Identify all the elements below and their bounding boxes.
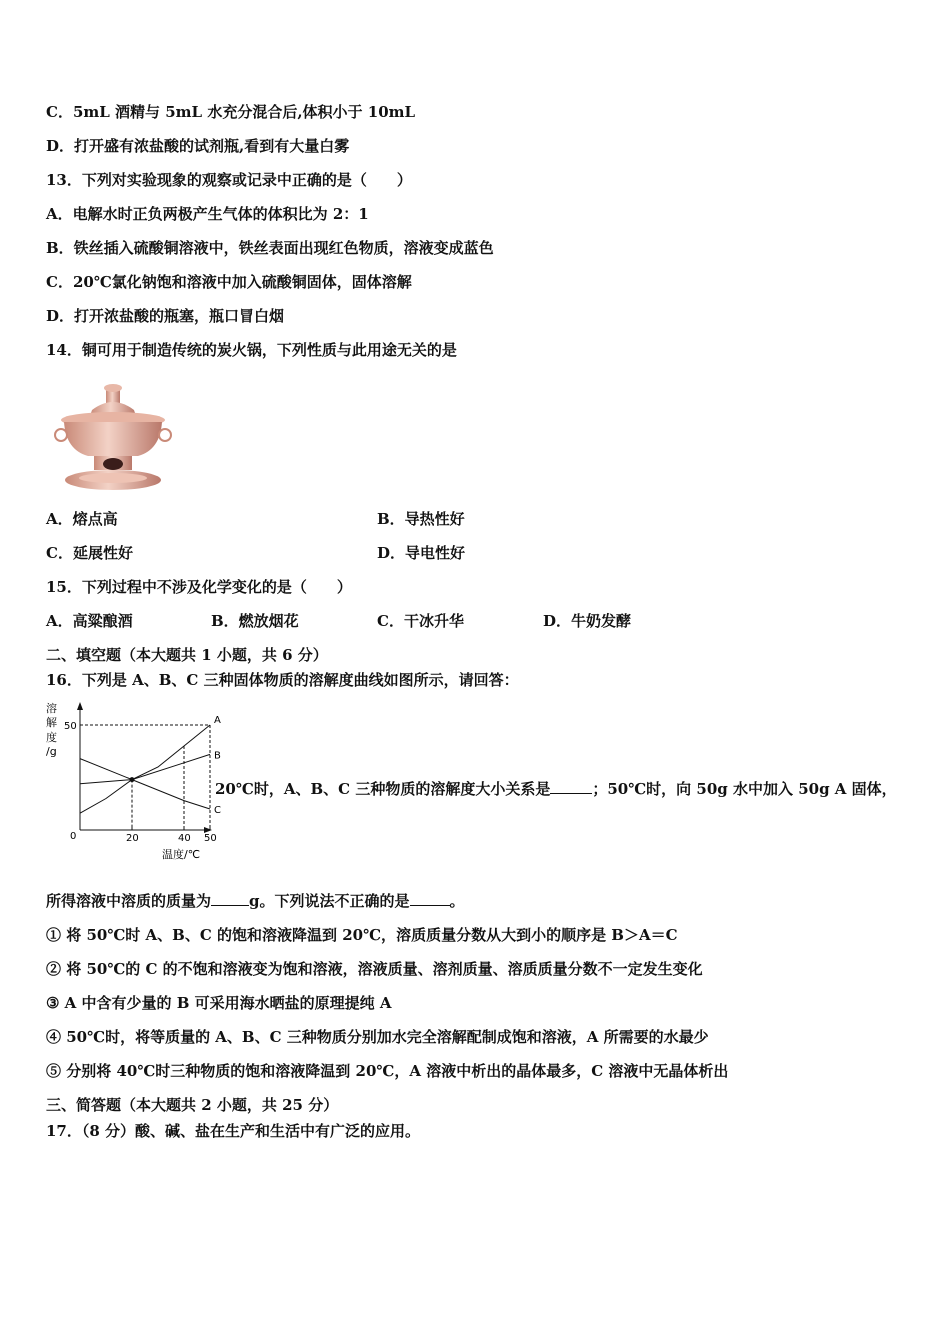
q16-continuation bbox=[46, 891, 465, 911]
question-15: 15．下列过程中不涉及化学变化的是（ ） bbox=[46, 578, 352, 596]
q13-option-a: A．电解水时正负两极产生气体的体积比为 2：1 bbox=[46, 205, 369, 223]
q15-option-c: C．干冰升华 bbox=[377, 612, 464, 630]
x-tick-label-40: 40 bbox=[178, 833, 191, 844]
series-B-curve bbox=[80, 754, 210, 783]
q12-option-c: C．5mL 酒精与 5mL 水充分混合后,体积小于 10mL bbox=[46, 103, 416, 121]
answer-blank-1[interactable] bbox=[550, 779, 592, 794]
section-3-heading: 三、简答题（本大题共 2 小题，共 25 分） bbox=[46, 1096, 339, 1114]
q15-option-d: D．牛奶发酵 bbox=[543, 612, 632, 630]
chart-ylabel-1: 溶 bbox=[46, 702, 57, 715]
x-tick-label-50: 50 bbox=[204, 833, 217, 844]
series-A-label: A bbox=[214, 715, 221, 726]
q13-option-d: D．打开浓盐酸的瓶塞，瓶口冒白烟 bbox=[46, 307, 285, 325]
q16-right-part-a: 20℃时，A、B、C 三种物质的溶解度大小关系是 bbox=[215, 780, 551, 798]
chart-origin-label: 0 bbox=[70, 831, 77, 842]
chart-ylabel-4: /g bbox=[46, 745, 57, 758]
q15-option-b: B．燃放烟花 bbox=[211, 612, 299, 630]
q16-cont-part-a: 所得溶液中溶质的质量为 bbox=[46, 892, 212, 910]
q16-cont-part-b: g。下列说法不正确的是 bbox=[249, 892, 410, 910]
question-16: 16．下列是 A、B、C 三种固体物质的溶解度曲线如图所示，请回答： bbox=[46, 671, 519, 689]
answer-blank-2[interactable] bbox=[211, 891, 249, 906]
q14-option-a: A．熔点高 bbox=[46, 510, 118, 528]
series-A-curve bbox=[80, 725, 210, 813]
q16-right-text bbox=[215, 779, 897, 799]
question-14: 14．铜可用于制造传统的炭火锅，下列性质与此用途无关的是 bbox=[46, 341, 457, 359]
q13-option-c: C．20℃氯化钠饱和溶液中加入硫酸铜固体，固体溶解 bbox=[46, 273, 412, 291]
q16-cont-part-c: 。 bbox=[449, 892, 465, 910]
statement-4: ④ 50℃时，将等质量的 A、B、C 三种物质分别加水完全溶解配制成饱和溶液，A 所需要的水最少 bbox=[46, 1028, 709, 1046]
q13-option-b: B．铁丝插入硫酸铜溶液中，铁丝表面出现红色物质，溶液变成蓝色 bbox=[46, 239, 494, 257]
solubility-chart bbox=[44, 700, 221, 868]
answer-blank-3[interactable] bbox=[410, 891, 450, 906]
x-tick-label-20: 20 bbox=[126, 833, 139, 844]
hotpot-image bbox=[52, 380, 172, 495]
statement-2: ② 将 50℃的 C 的不饱和溶液变为饱和溶液，溶液质量、溶剂质量、溶质质量分数不一定发生变化 bbox=[46, 960, 703, 978]
question-13: 13．下列对实验现象的观察或记录中正确的是（ ） bbox=[46, 171, 412, 189]
chart-xlabel: 温度/℃ bbox=[162, 848, 201, 861]
q14-option-b: B．导热性好 bbox=[377, 510, 465, 528]
section-2-heading: 二、填空题（本大题共 1 小题，共 6 分） bbox=[46, 646, 328, 664]
chart-ylabel-2: 解 bbox=[46, 716, 57, 729]
series-C-curve bbox=[80, 759, 210, 809]
q15-option-a: A．高粱酿酒 bbox=[46, 612, 133, 630]
q14-option-c: C．延展性好 bbox=[46, 544, 133, 562]
q12-option-d: D．打开盛有浓盐酸的试剂瓶,看到有大量白雾 bbox=[46, 137, 350, 155]
q14-option-d: D．导电性好 bbox=[377, 544, 466, 562]
question-17: 17．（8 分）酸、碱、盐在生产和生活中有广泛的应用。 bbox=[46, 1122, 421, 1140]
y-axis-arrow bbox=[77, 702, 83, 710]
q16-right-part-b: ；50℃时，向 50g 水中加入 50g A 固体， bbox=[592, 780, 897, 798]
statement-1: ① 将 50℃时 A、B、C 的饱和溶液降温到 20℃，溶质质量分数从大到小的顺序是 B＞A＝C bbox=[46, 926, 678, 944]
statement-3: ③ A 中含有少量的 B 可采用海水晒盐的原理提纯 A bbox=[46, 994, 392, 1012]
intersection-point bbox=[130, 777, 135, 782]
series-C-label: C bbox=[214, 805, 221, 816]
chart-ylabel-3: 度 bbox=[46, 731, 57, 744]
series-B-label: B bbox=[214, 750, 221, 762]
y-tick-label-50: 50 bbox=[64, 721, 77, 732]
statement-5: ⑤ 分别将 40℃时三种物质的饱和溶液降温到 20℃，A 溶液中析出的晶体最多，C 溶液中无晶体析出 bbox=[46, 1062, 729, 1080]
